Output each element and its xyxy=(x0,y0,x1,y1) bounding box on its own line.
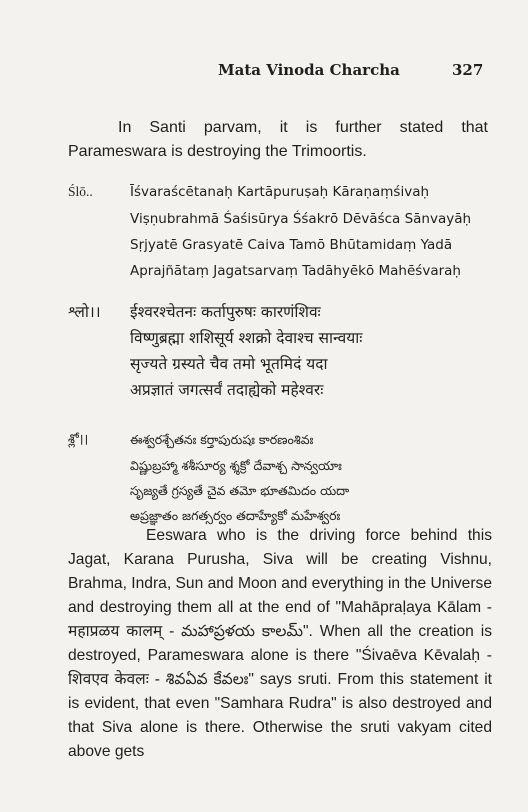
verse-label: శ్లో।। xyxy=(68,432,89,446)
verse-line: सृज्यते ग्रस्यते चैव तमो भूतमिदं यदा xyxy=(130,355,328,373)
verse-line: సృజ్యతే గ్రస్యతే చైవ తమో భూతమిదం యదా xyxy=(130,483,350,498)
page-number: 327 xyxy=(452,61,484,79)
running-header xyxy=(0,58,528,82)
verse-label: Ślō.. xyxy=(68,184,93,199)
verse-line: విష్ణుబ్రహ్మా శశీసూర్య శ్శక్రో దేవాశ్చ సాన్వయాః xyxy=(130,458,342,473)
verse-line: Sṛjyatē Grasyatē Caiva Tamō Bhūtamidaṃ Yadā xyxy=(130,237,453,253)
intro-paragraph-text: In Santi parvam, it is further stated that Parameswara is destroying the Trimoortis. xyxy=(68,119,488,160)
verse-line: विष्णुब्रह्मा शशिसूर्य श्शक्रो देवाश्च सान्वयाः xyxy=(130,329,363,347)
verse-line: అప్రజ్ఞాతం జగత్సర్వం తదాహ్యేకో మహేశ్వరః xyxy=(130,508,341,523)
verse-line: ईश्वरश्चेतनः कर्तापुरुषः कारणंशिवः xyxy=(130,303,321,321)
verse-line: Aprajñātaṃ Jagatsarvaṃ Tadāhyēkō Mahēśvaraḥ xyxy=(130,263,461,279)
book-title: Mata Vinoda Charcha xyxy=(218,61,400,79)
verse-line: अप्रज्ञातं जगत्सर्वं तदाह्येको महेश्वरः xyxy=(130,381,324,399)
verse-line: ఈశ్వరశ్చేతనః కర్తాపురుషః కారణంశివః xyxy=(130,432,314,447)
verse-label: श्लो।। xyxy=(68,304,101,321)
main-paragraph xyxy=(68,524,492,764)
verse-line: Īśvaraścētanaḥ Kartāpuruṣaḥ Kāraṇaṃśivaḥ xyxy=(130,184,430,200)
verse-line: Viṣṇubrahmā Śaśisūrya Śśakrō Dēvāśca Sānvayāḥ xyxy=(130,211,472,227)
intro-paragraph xyxy=(68,116,488,164)
main-paragraph-text: Eeswara who is the driving force behind this Jagat, Karana Purusha, Siva will be creating Vishnu, Brahma, Indra, Sun and Moon and everything in the Universe and destroying them all at the end of "Mahāpraḷaya Kālam - महाप्रळय कालम् - మహాప్రళయ కాలమ్". When all the creation is destroyed, Parameswara alone is there "Śivaēva Kēvalaḥ - शिवएव केवलः - శివఏవ కేవలః" says sruti. From this statement it is evident, that even "Samhara Rudra" is also destroyed and that Siva alone is there. Otherwise the sruti vakyam cited above gets xyxy=(68,527,492,760)
